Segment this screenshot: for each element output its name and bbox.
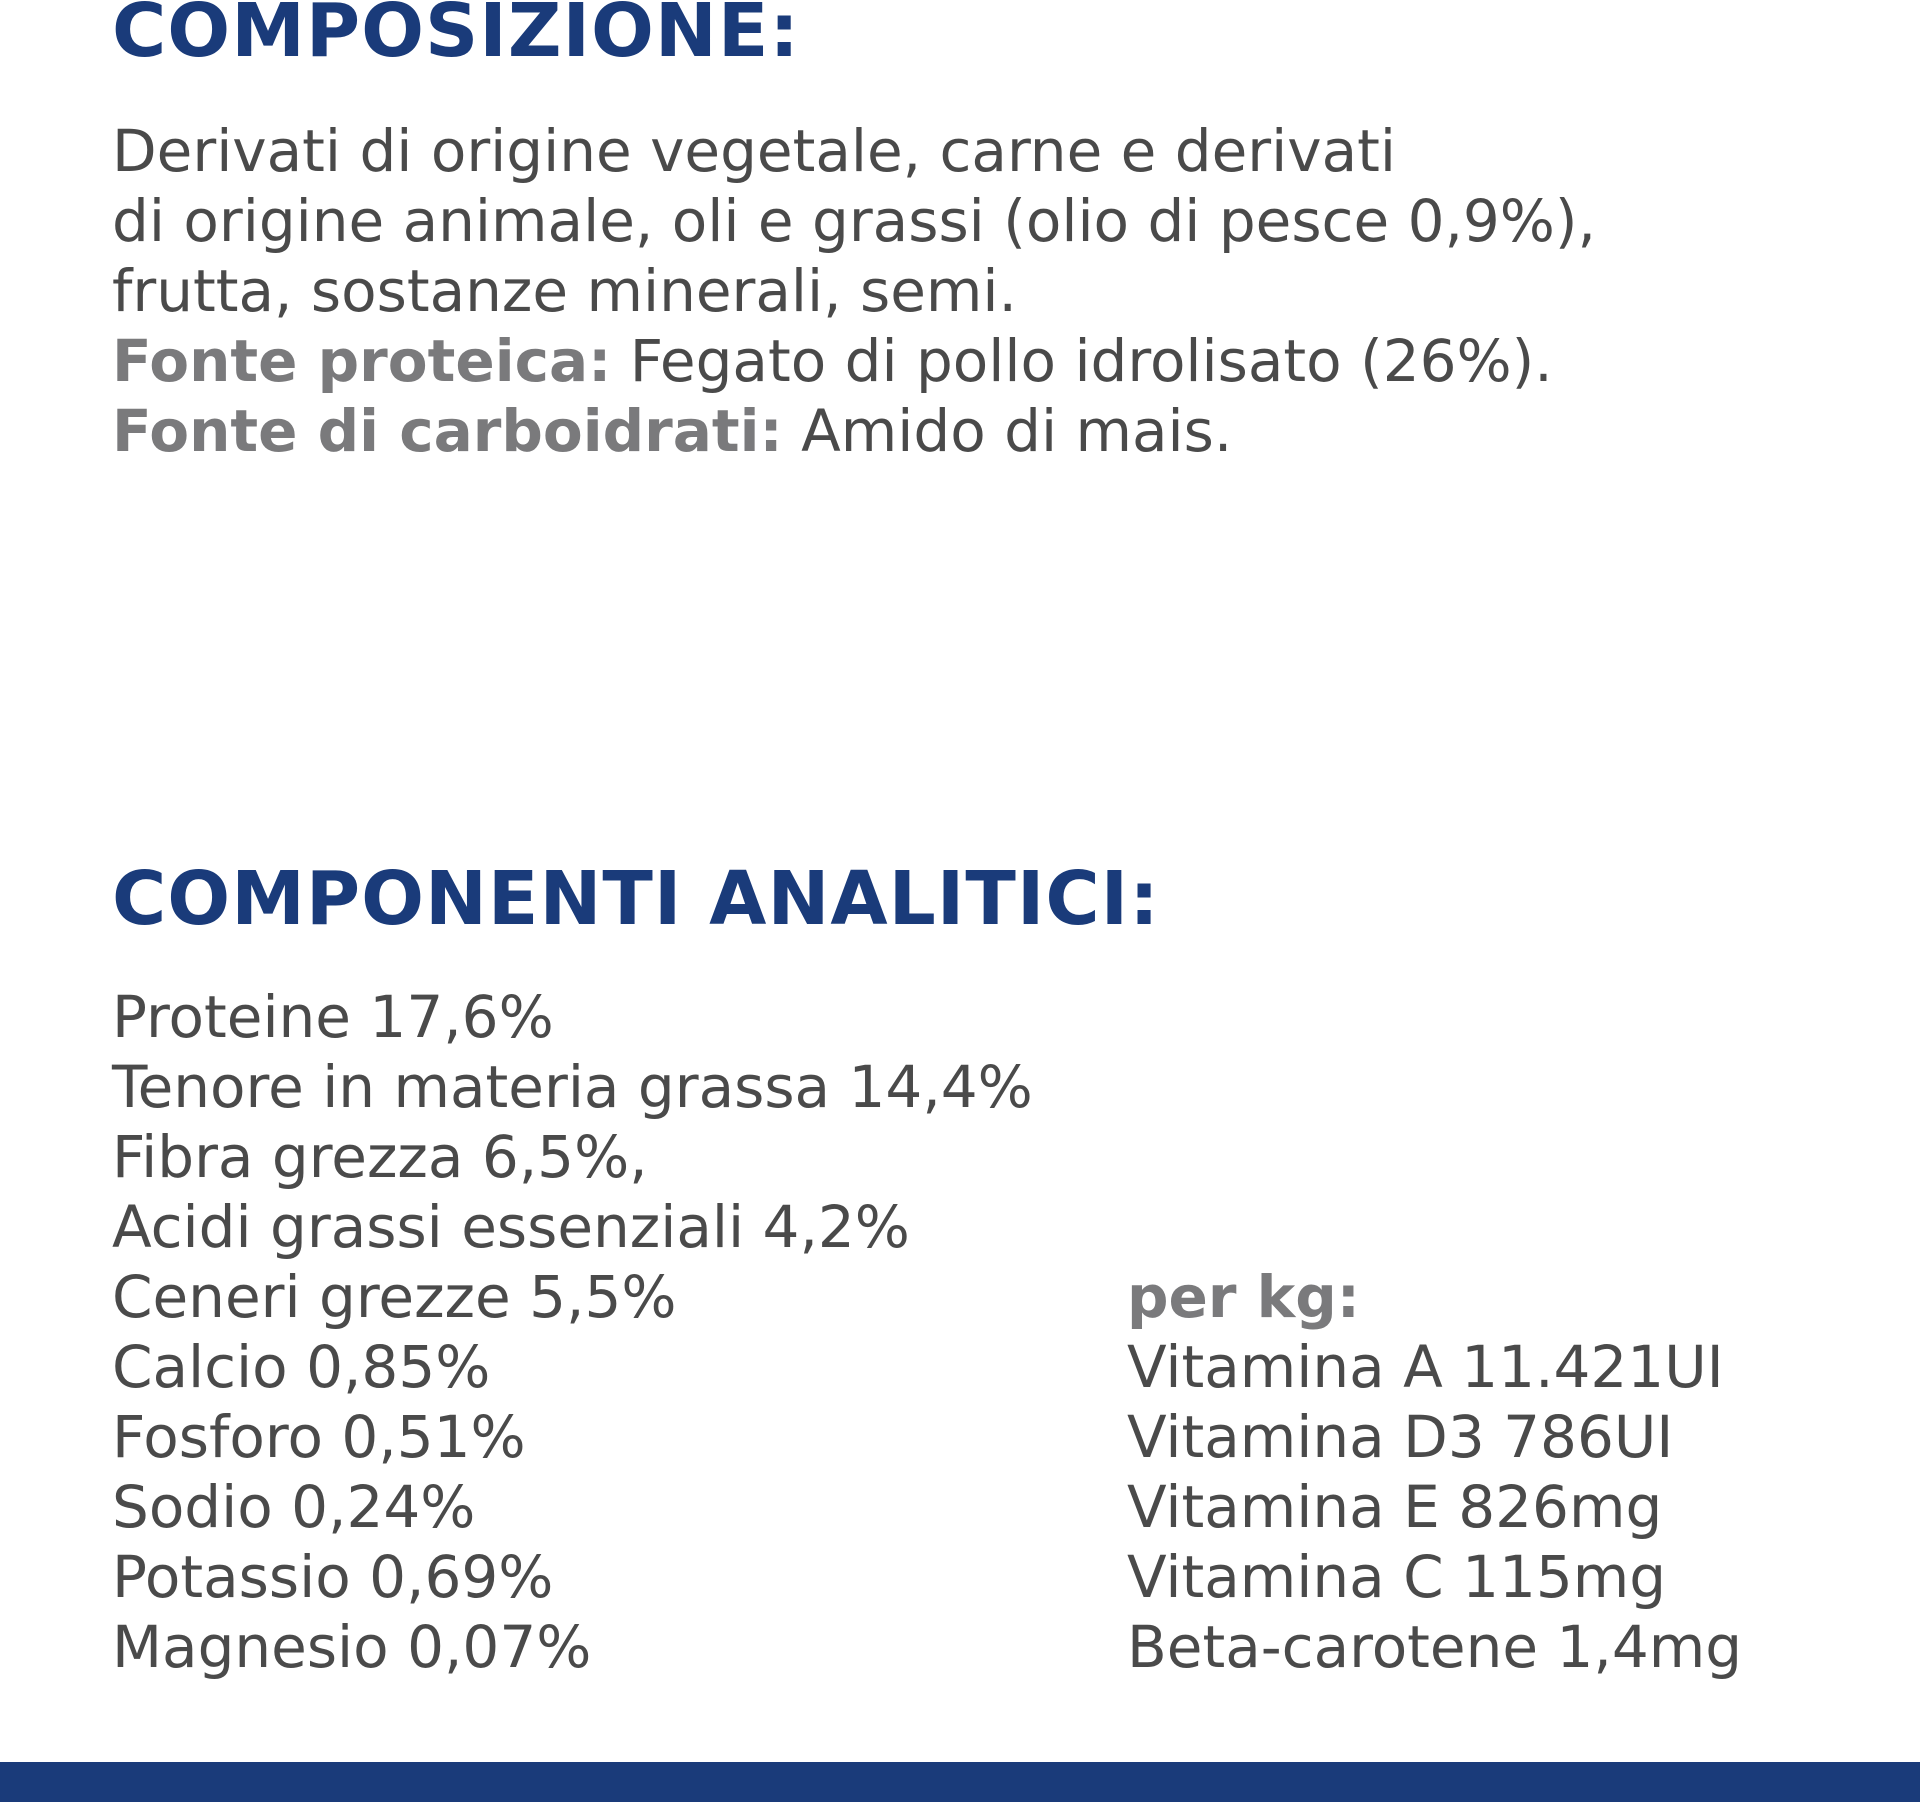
per-kg-label: per kg:: [1127, 1263, 1360, 1331]
analytical-list: [112, 982, 1033, 1682]
vitamin-item: Vitamina E 826mg: [1127, 1473, 1663, 1541]
analytical-item: Magnesio 0,07%: [112, 1613, 592, 1681]
vitamin-item: Vitamina C 115mg: [1127, 1543, 1667, 1611]
analytical-item: Proteine 17,6%: [112, 983, 554, 1051]
analytical-item: Tenore in materia grassa 14,4%: [112, 1053, 1033, 1121]
carb-source-label: Fonte di carboidrati:: [112, 397, 783, 465]
analytical-item: Fosforo 0,51%: [112, 1403, 526, 1471]
carb-source-value: Amido di mais.: [782, 397, 1233, 465]
carb-source-line: [112, 396, 1596, 466]
vitamin-item: Vitamina A 11.421UI: [1127, 1333, 1724, 1401]
footer-band: [0, 1762, 1920, 1802]
composition-text: [112, 116, 1596, 466]
protein-source-value: Fegato di pollo idrolisato (26%).: [611, 327, 1553, 395]
analytical-item: Sodio 0,24%: [112, 1473, 476, 1541]
vitamins-list: [1127, 1262, 1742, 1682]
analytical-item: Fibra grezza 6,5%,: [112, 1123, 648, 1191]
analytical-item: Potassio 0,69%: [112, 1543, 554, 1611]
analytical-item: Acidi grassi essenziali 4,2%: [112, 1193, 910, 1261]
analytical-heading: COMPONENTI ANALITICI:: [112, 856, 1160, 942]
composition-line: Derivati di origine vegetale, carne e derivati: [112, 117, 1396, 185]
composition-line: di origine animale, oli e grassi (olio di pesce 0,9%),: [112, 187, 1596, 255]
analytical-item: Ceneri grezze 5,5%: [112, 1263, 677, 1331]
protein-source-line: [112, 326, 1596, 396]
composition-heading: COMPOSIZIONE:: [112, 0, 800, 74]
composition-line: frutta, sostanze minerali, semi.: [112, 257, 1017, 325]
protein-source-label: Fonte proteica:: [112, 327, 612, 395]
analytical-item: Calcio 0,85%: [112, 1333, 491, 1401]
vitamin-item: Vitamina D3 786UI: [1127, 1403, 1674, 1471]
vitamin-item: Beta-carotene 1,4mg: [1127, 1613, 1743, 1681]
